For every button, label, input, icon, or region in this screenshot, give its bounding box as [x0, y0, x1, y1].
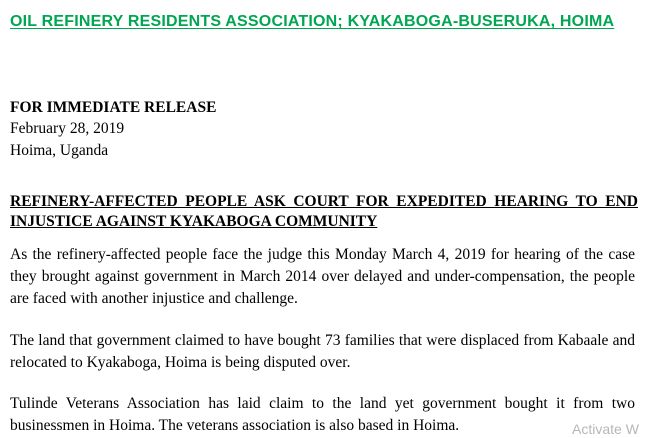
activation-watermark: Activate W [572, 421, 639, 437]
paragraph-1: As the refinery-affected people face the judge this Monday March 4, 2019 for hearing of the case they brought against government in March 2014 over delayed and under-compensation, the people are faced with another injustice and challenge. [10, 246, 635, 307]
paragraph-3: Tulinde Veterans Association has laid claim to the land yet government bought it from two businessmen in Hoima. The veterans association is also based in Hoima. [10, 395, 635, 434]
release-date: February 28, 2019 [10, 120, 125, 137]
organization-heading: OIL REFINERY RESIDENTS ASSOCIATION; KYAKABOGA-BUSERUKA, HOIMA [10, 13, 615, 30]
press-headline: REFINERY-AFFECTED PEOPLE ASK COURT FOR EXPEDITED HEARING TO END INJUSTICE AGAINST KYAKABOGA COMMUNITY [10, 193, 638, 230]
paragraph-2: The land that government claimed to have bought 73 families that were displaced from Kabaale and relocated to Kyakaboga, Hoima is being disputed over. [10, 332, 635, 371]
release-place: Hoima, Uganda [10, 142, 109, 159]
release-label: FOR IMMEDIATE RELEASE [10, 99, 217, 116]
